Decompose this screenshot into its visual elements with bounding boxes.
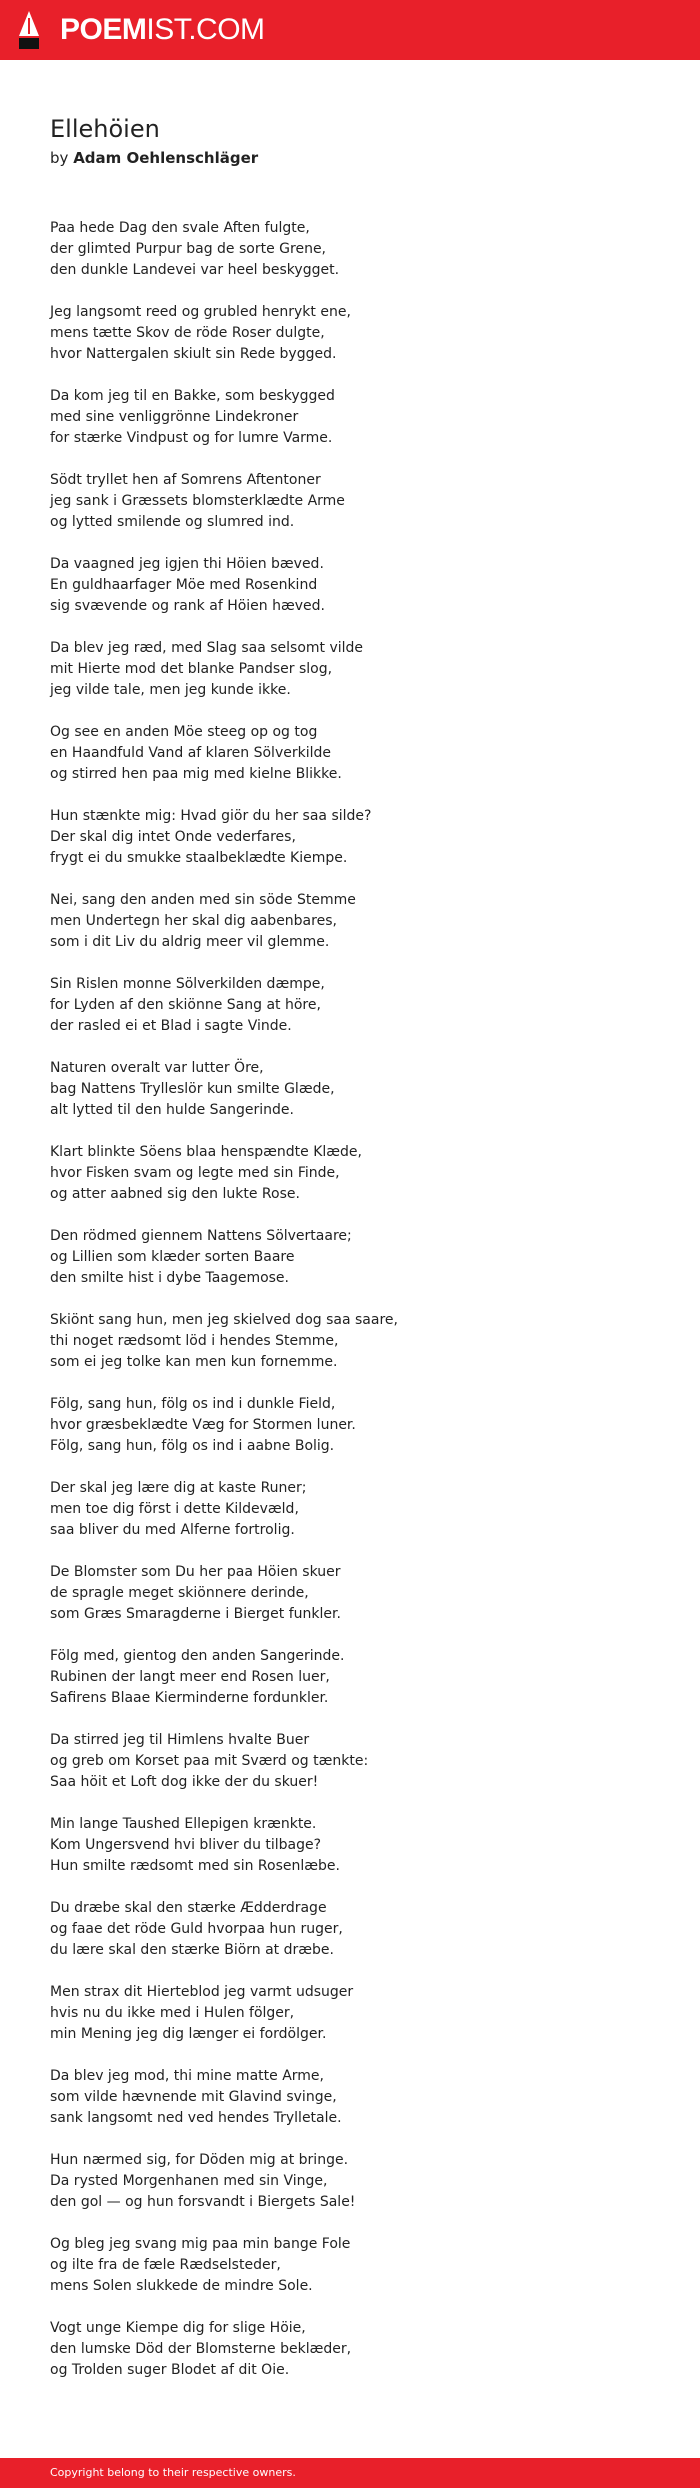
stanza xyxy=(50,1814,670,1877)
poem-line: hvis nu du ikke med i Hulen fölger, xyxy=(50,2005,295,2021)
poem-line: Klart blinkte Söens blaa henspændte Klæde, xyxy=(50,1144,362,1160)
poem-line: og ilte fra de fæle Rædselsteder, xyxy=(50,2257,281,2273)
by-label: by xyxy=(50,149,69,167)
poem-line: Og bleg jeg svang mig paa min bange Fole xyxy=(50,2236,351,2252)
stanza xyxy=(50,470,670,533)
poem-line: Da blev jeg ræd, med Slag saa selsomt vilde xyxy=(50,640,364,656)
poem-line: Vogt unge Kiempe dig for slige Höie, xyxy=(50,2320,306,2336)
poem-line: Safirens Blaae Kierminderne fordunkler. xyxy=(50,1690,329,1706)
poem-line: men toe dig först i dette Kildevæld, xyxy=(50,1501,299,1517)
poem-line: Jeg langsomt reed og grubled henrykt ene, xyxy=(50,304,351,320)
poem-line: men Undertegn her skal dig aabenbares, xyxy=(50,913,337,929)
poem-line: Fölg, sang hun, fölg os ind i dunkle Field, xyxy=(50,1396,336,1412)
poem-line: mens tætte Skov de röde Roser dulgte, xyxy=(50,325,325,341)
poem-line: du lære skal den stærke Biörn at dræbe. xyxy=(50,1942,334,1958)
poem-line: den dunkle Landevei var heel beskygget. xyxy=(50,262,340,278)
poem-line: og Lillien som klæder sorten Baare xyxy=(50,1249,295,1265)
poem-line: Men strax dit Hierteblod jeg varmt udsuger xyxy=(50,1984,354,2000)
logo-light-text: IST.COM xyxy=(146,13,265,46)
stanza xyxy=(50,1058,670,1121)
poem-line: jeg vilde tale, men jeg kunde ikke. xyxy=(50,682,291,698)
poem-body xyxy=(50,218,670,2402)
stanza xyxy=(50,302,670,365)
poem-line: Naturen overalt var lutter Öre, xyxy=(50,1060,264,1076)
poem-line: saa bliver du med Alferne fortrolig. xyxy=(50,1522,295,1538)
poem-line: thi noget rædsomt löd i hendes Stemme, xyxy=(50,1333,339,1349)
poem-line: og atter aabned sig den lukte Rose. xyxy=(50,1186,300,1202)
poem-line: som ei jeg tolke kan men kun fornemme. xyxy=(50,1354,338,1370)
stanza xyxy=(50,1478,670,1541)
poem-line: Der skal dig intet Onde vederfares, xyxy=(50,829,296,845)
poem-line: Paa hede Dag den svale Aften fulgte, xyxy=(50,220,310,236)
stanza xyxy=(50,218,670,281)
poem-line: Da vaagned jeg igjen thi Höien bæved. xyxy=(50,556,324,572)
poem-line: med sine venliggrönne Lindekroner xyxy=(50,409,299,425)
poem-line: Kom Ungersvend hvi bliver du tilbage? xyxy=(50,1837,322,1853)
logo-bold-text: POEM xyxy=(60,13,147,46)
poem-line: og greb om Korset paa mit Sværd og tænkte: xyxy=(50,1753,369,1769)
stanza xyxy=(50,722,670,785)
poem-line: Den rödmed giennem Nattens Sölvertaare; xyxy=(50,1228,352,1244)
poem-line: min Mening jeg dig længer ei fordölger. xyxy=(50,2026,327,2042)
stanza xyxy=(50,1226,670,1289)
poem-line: som Græs Smaragderne i Bierget funkler. xyxy=(50,1606,341,1622)
stanza xyxy=(50,1730,670,1793)
stanza xyxy=(50,974,670,1037)
poem-line: alt lytted til den hulde Sangerinde. xyxy=(50,1102,294,1118)
poem-line: de spragle meget skiönnere derinde, xyxy=(50,1585,309,1601)
stanza xyxy=(50,1646,670,1709)
poem-line: Da kom jeg til en Bakke, som beskygged xyxy=(50,388,335,404)
site-header xyxy=(0,0,700,60)
poem-line: Hun stænkte mig: Hvad giör du her saa silde? xyxy=(50,808,372,824)
poem-line: bag Nattens Trylleslör kun smilte Glæde, xyxy=(50,1081,335,1097)
stanza xyxy=(50,1982,670,2045)
poem-line: for stærke Vindpust og for lumre Varme. xyxy=(50,430,333,446)
poem-line: hvor græsbeklædte Væg for Stormen luner. xyxy=(50,1417,356,1433)
poem-line: Hun smilte rædsomt med sin Rosenlæbe. xyxy=(50,1858,340,1874)
poem-line: Der skal jeg lære dig at kaste Runer; xyxy=(50,1480,307,1496)
author-name[interactable]: Adam Oehlenschläger xyxy=(73,149,259,167)
poem-line: mens Solen slukkede de mindre Sole. xyxy=(50,2278,313,2294)
poem-line: De Blomster som Du her paa Höien skuer xyxy=(50,1564,341,1580)
poem-line: Fölg, sang hun, fölg os ind i aabne Bolig. xyxy=(50,1438,335,1454)
pen-nib-icon[interactable] xyxy=(17,10,41,50)
poem-line: Hun nærmed sig, for Döden mig at bringe. xyxy=(50,2152,349,2168)
poem-line: den smilte hist i dybe Taagemose. xyxy=(50,1270,289,1286)
poem-line: hvor Fisken svam og legte med sin Finde, xyxy=(50,1165,340,1181)
poem-title: Ellehöien xyxy=(50,115,160,143)
poem-line: Da stirred jeg til Himlens hvalte Buer xyxy=(50,1732,310,1748)
poem-line: Da blev jeg mod, thi mine matte Arme, xyxy=(50,2068,324,2084)
poem-line: Og see en anden Möe steeg op og tog xyxy=(50,724,318,740)
site-footer xyxy=(0,2458,700,2488)
poem-line: en Haandfuld Vand af klaren Sölverkilde xyxy=(50,745,331,761)
poem-line: som i dit Liv du aldrig meer vil glemme. xyxy=(50,934,330,950)
poem-heading xyxy=(50,112,650,170)
stanza xyxy=(50,638,670,701)
poem-line: den lumske Död der Blomsterne beklæder, xyxy=(50,2341,352,2357)
poem-line: som vilde hævnende mit Glavind svinge, xyxy=(50,2089,337,2105)
stanza xyxy=(50,2066,670,2129)
poem-line: Södt tryllet hen af Somrens Aftentoner xyxy=(50,472,321,488)
poem-line: Du dræbe skal den stærke Ædderdrage xyxy=(50,1900,327,1916)
poem-line: og faae det röde Guld hvorpaa hun ruger, xyxy=(50,1921,343,1937)
stanza xyxy=(50,890,670,953)
stanza xyxy=(50,1394,670,1457)
stanza xyxy=(50,2318,670,2381)
poem-line: sank langsomt ned ved hendes Trylletale. xyxy=(50,2110,342,2126)
poem-line: En guldhaarfager Möe med Rosenkind xyxy=(50,577,318,593)
poem-line: der rasled ei et Blad i sagte Vinde. xyxy=(50,1018,292,1034)
poem-line: hvor Nattergalen skiult sin Rede bygged. xyxy=(50,346,337,362)
poem-line: Fölg med, gientog den anden Sangerinde. xyxy=(50,1648,345,1664)
poem-line: frygt ei du smukke staalbeklædte Kiempe. xyxy=(50,850,348,866)
stanza xyxy=(50,2234,670,2297)
stanza xyxy=(50,554,670,617)
poem-line: Saa höit et Loft dog ikke der du skuer! xyxy=(50,1774,319,1790)
poem-line: og Trolden suger Blodet af dit Oie. xyxy=(50,2362,290,2378)
byline xyxy=(50,146,650,170)
poem-line: sig svævende og rank af Höien hæved. xyxy=(50,598,325,614)
poem-line: mit Hierte mod det blanke Pandser slog, xyxy=(50,661,333,677)
poem-line: der glimted Purpur bag de sorte Grene, xyxy=(50,241,327,257)
poem-line: Rubinen der langt meer end Rosen luer, xyxy=(50,1669,330,1685)
poem-line: jeg sank i Græssets blomsterklædte Arme xyxy=(50,493,345,509)
stanza xyxy=(50,1898,670,1961)
stanza xyxy=(50,2150,670,2213)
poem-line: Da rysted Morgenhanen med sin Vinge, xyxy=(50,2173,328,2189)
stanza xyxy=(50,806,670,869)
stanza xyxy=(50,1310,670,1373)
poem-line: og lytted smilende og slumred ind. xyxy=(50,514,295,530)
copyright-notice: Copyright belong to their respective owners. xyxy=(50,2466,296,2479)
site-logo[interactable] xyxy=(60,13,265,47)
stanza xyxy=(50,1142,670,1205)
poem-line: og stirred hen paa mig med kielne Blikke. xyxy=(50,766,342,782)
poem-line: Min lange Taushed Ellepigen krænkte. xyxy=(50,1816,317,1832)
poem-line: for Lyden af den skiönne Sang at höre, xyxy=(50,997,321,1013)
poem-line: den gol — og hun forsvandt i Biergets Sale! xyxy=(50,2194,356,2210)
stanza xyxy=(50,386,670,449)
poem-line: Skiönt sang hun, men jeg skielved dog saa saare, xyxy=(50,1312,398,1328)
poem-line: Sin Rislen monne Sölverkilden dæmpe, xyxy=(50,976,325,992)
stanza xyxy=(50,1562,670,1625)
poem-line: Nei, sang den anden med sin söde Stemme xyxy=(50,892,356,908)
